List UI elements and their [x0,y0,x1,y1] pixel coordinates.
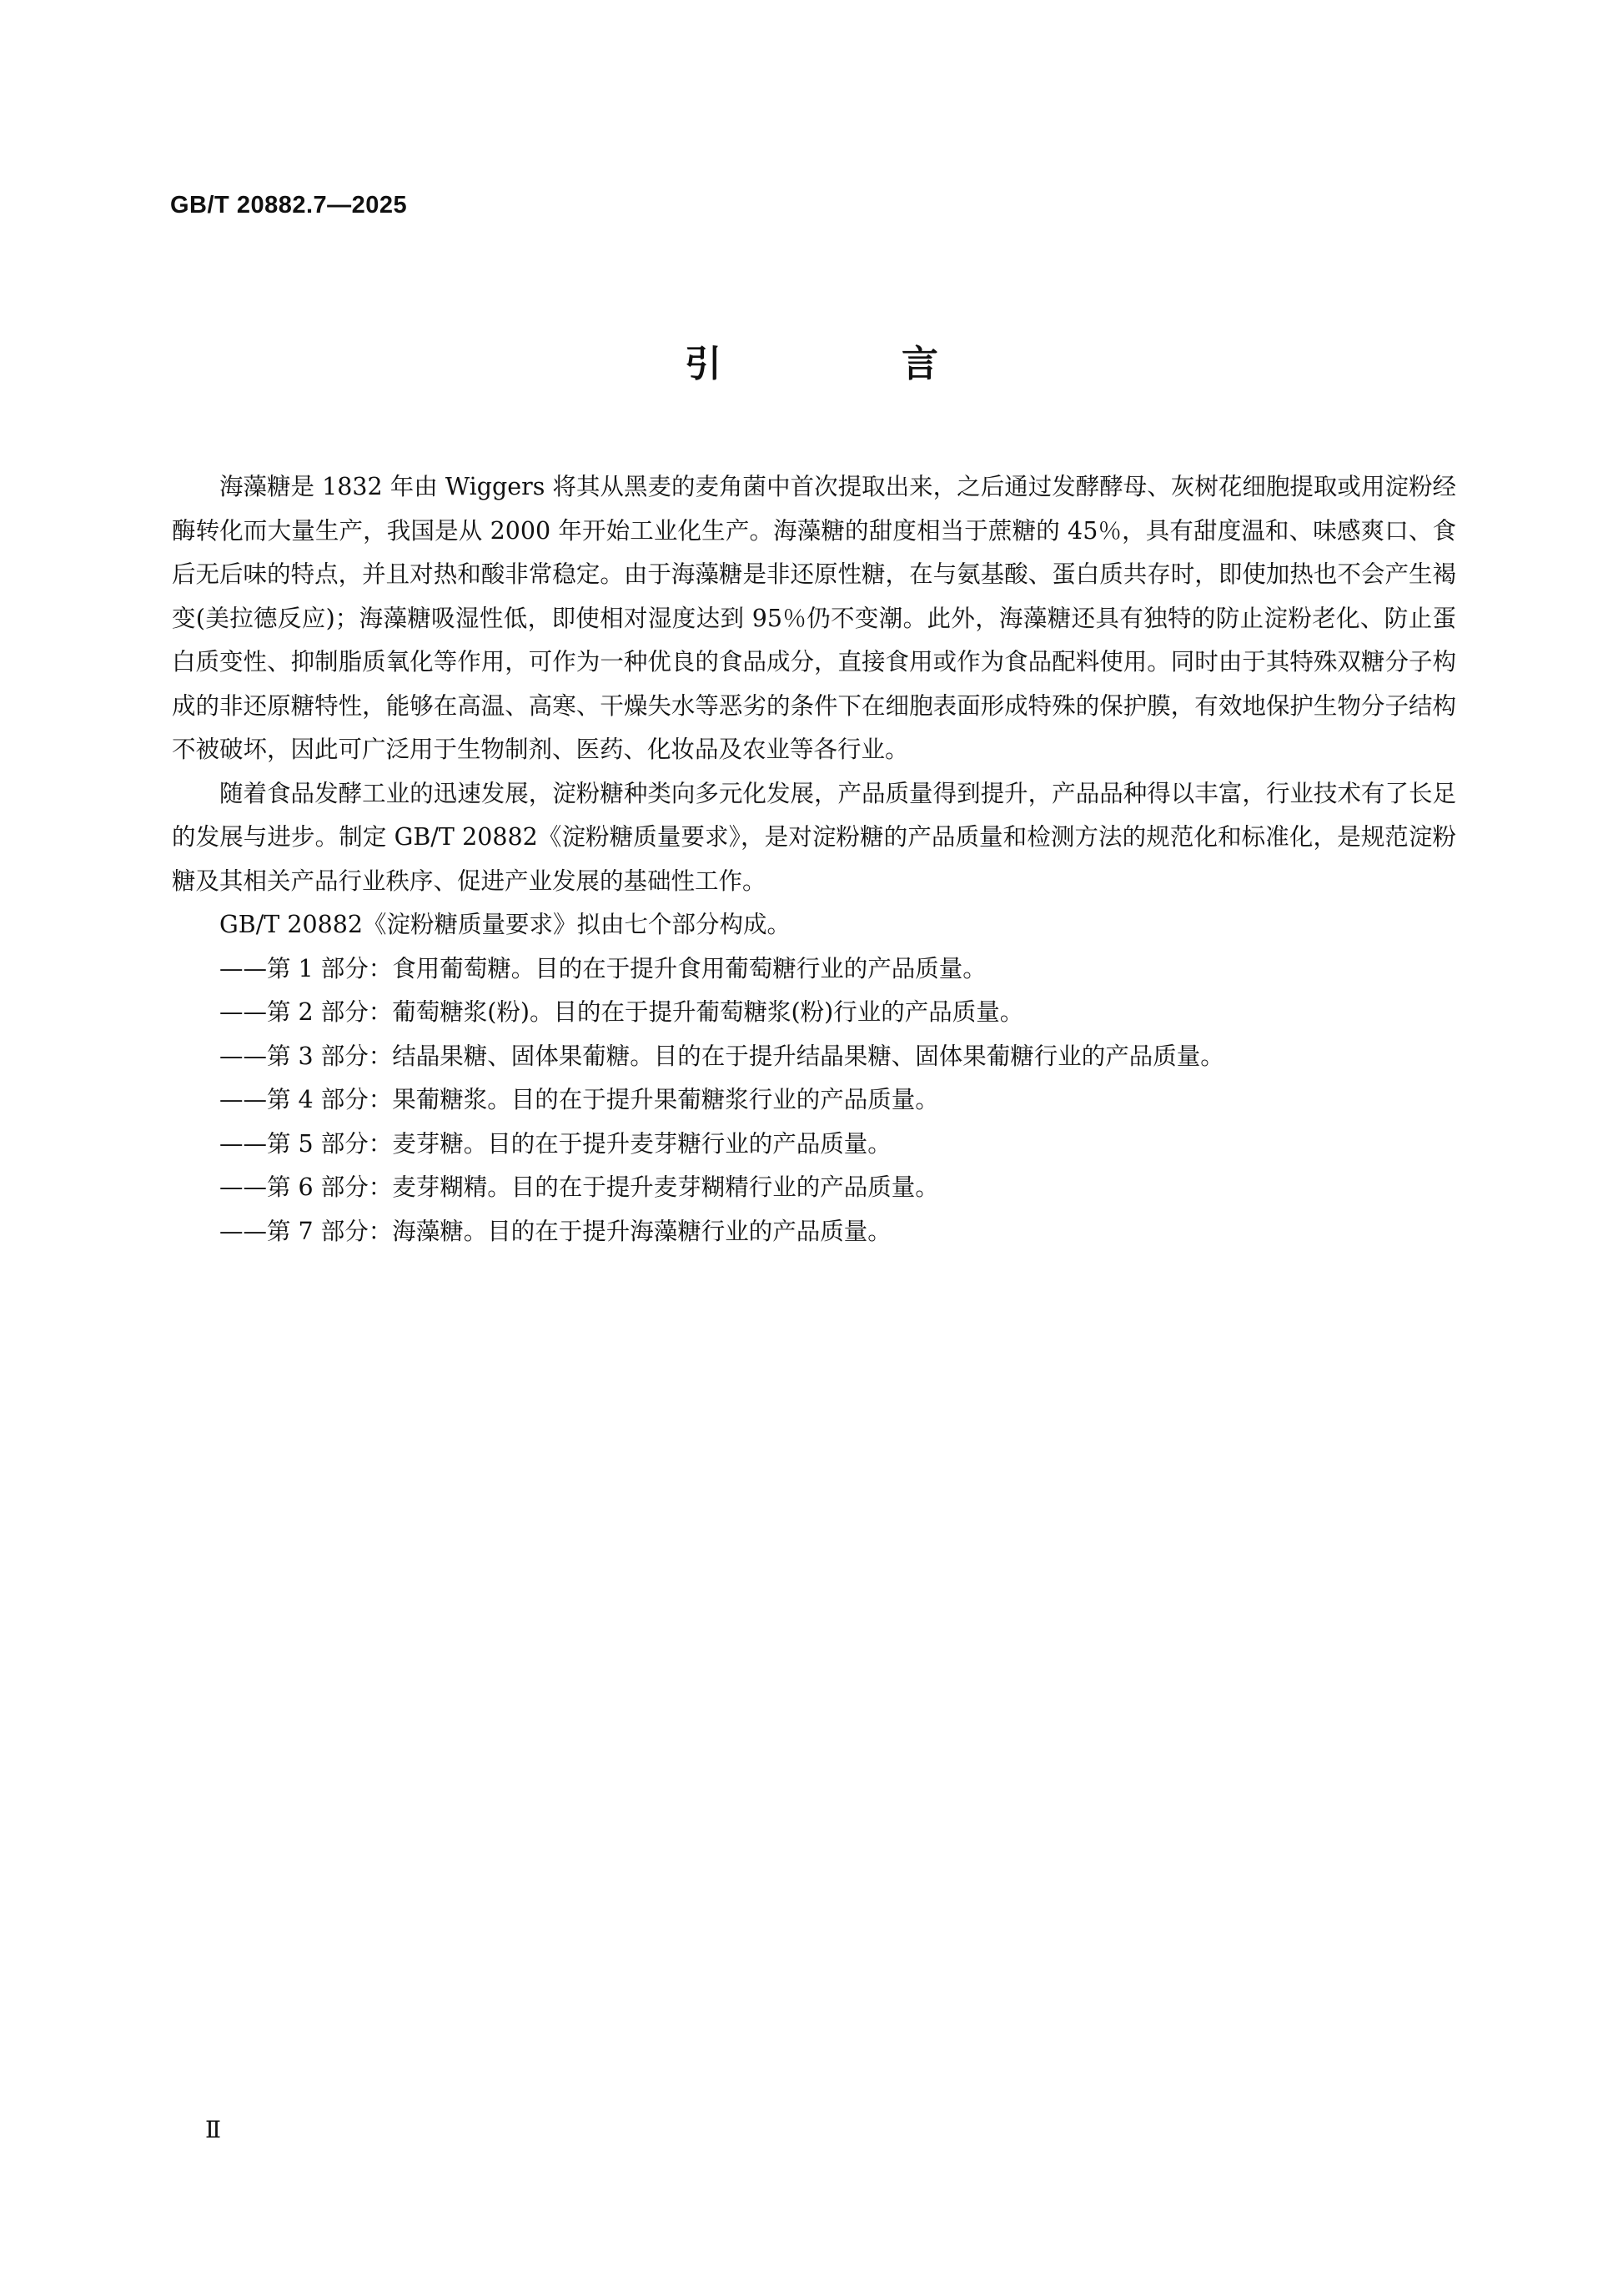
list-item-part-6: ——第 6 部分：麦芽糊精。目的在于提升麦芽糊精行业的产品质量。 [219,1173,939,1201]
standard-code: GB/T 20882.7—2025 [170,192,408,219]
list-item-part-4: ——第 4 部分：果葡糖浆。目的在于提升果葡糖浆行业的产品质量。 [219,1086,939,1113]
page-title: 引 言 [685,343,1010,385]
list-item-part-5: ——第 5 部分：麦芽糖。目的在于提升麦芽糖行业的产品质量。 [219,1129,892,1158]
paragraph-intro: 海藻糖是 1832 年由 Wiggers 将其从黑麦的麦角菌中首次提取出来，之后通过发酵酵母、灰树花细胞提取或用淀粉经酶转化而大量生产，我国是从 2000 年开始工业化生产。海藻糖的甜度相当于蔗糖的 45％，具有甜度温和、味感爽口、食后无后味的特点，并且对热和酸非常稳定。由于海藻糖是非还原性糖，在与氨基酸、蛋白质共存时，即使加热也不会产生褐变(美拉德反应)；海藻糖吸湿性低，即使相对湿度达到 95％仍不变潮。此外，海藻糖还具有独特的防止淀粉老化、防止蛋白质变性、抑制脂质氧化等作用，可作为一种优良的食品成分，直接食用或作为食品配料使用。同时由于其特殊双糖分子构成的非还原糖特性，能够在高温、高寒、干燥失水等恶劣的条件下在细胞表面形成特殊的保护膜，有效地保护生物分子结构不被破坏，因此可广泛用于生物制剂、医药、化妆品及农业等各行业。 [172,473,1456,763]
list-item-part-1: ——第 1 部分：食用葡萄糖。目的在于提升食用葡萄糖行业的产品质量。 [219,954,987,982]
document-body [172,465,1456,1254]
list-item-part-2: ——第 2 部分：葡萄糖浆(粉)。目的在于提升葡萄糖浆(粉)行业的产品质量。 [219,998,1024,1026]
list-item-part-7: ——第 7 部分：海藻糖。目的在于提升海藻糖行业的产品质量。 [219,1217,892,1245]
list-item-part-3: ——第 3 部分：结晶果糖、固体果葡糖。目的在于提升结晶果糖、固体果葡糖行业的产品质量。 [219,1042,1224,1070]
page-number: Ⅱ [205,2116,222,2143]
paragraph-structure: GB/T 20882《淀粉糖质量要求》拟由七个部分构成。 [219,911,791,938]
paragraph-background: 随着食品发酵工业的迅速发展，淀粉糖种类向多元化发展，产品质量得到提升，产品品种得以丰富，行业技术有了长足的发展与进步。制定 GB/T 20882《淀粉糖质量要求》，是对淀粉糖的产品质量和检测方法的规范化和标准化，是规范淀粉糖及其相关产品行业秩序、促进产业发展的基础性工作。 [172,779,1456,895]
